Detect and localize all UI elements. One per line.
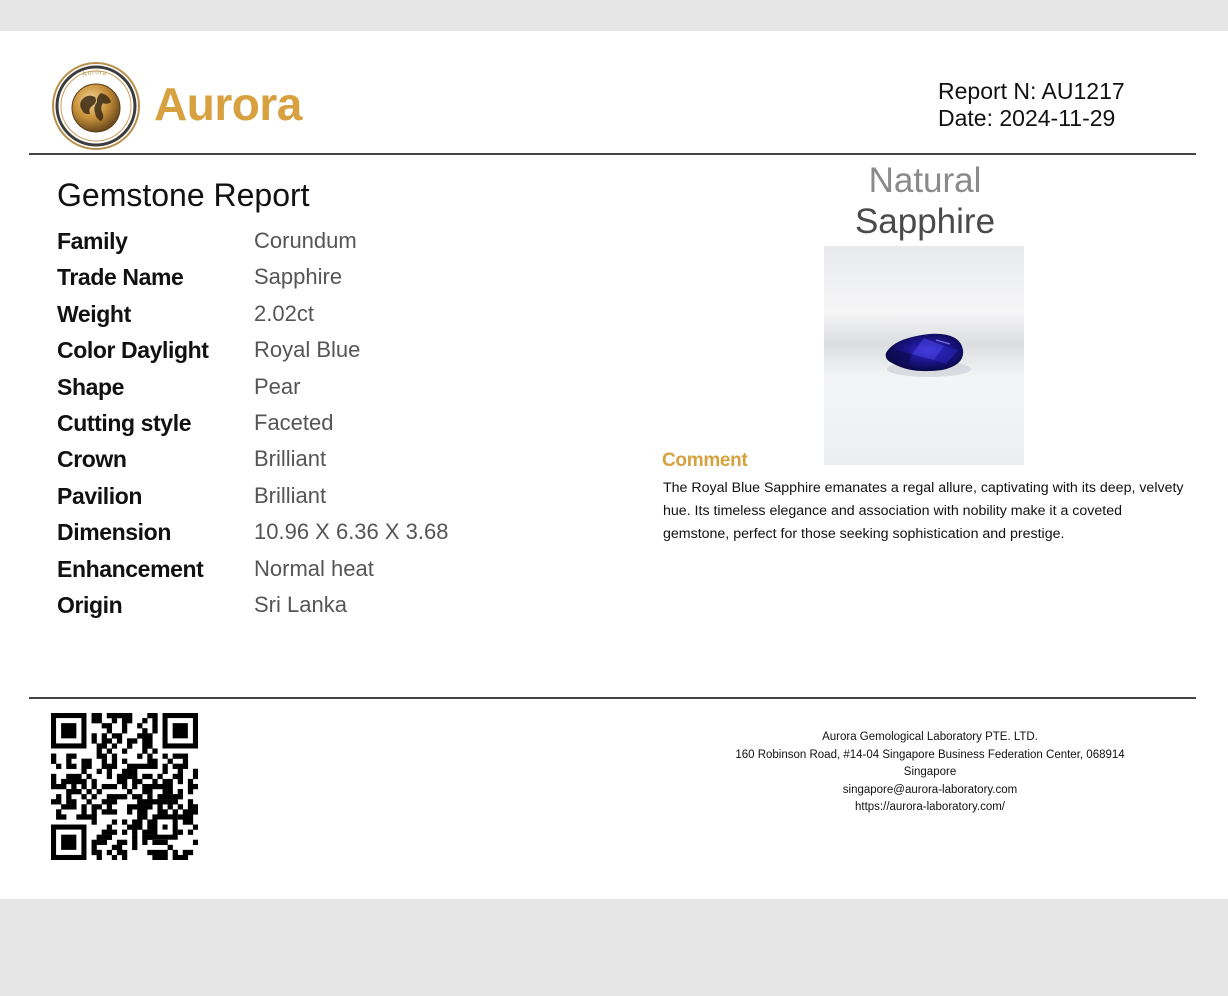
- property-value: 2.02ct: [254, 300, 314, 326]
- lab-address: [700, 729, 1160, 817]
- sapphire-photo: [824, 246, 1024, 465]
- comment-text: The Royal Blue Sapphire emanates a regal allure, captivating with its deep, velvety hue. Its timeless elegance and association with nobility make it a coveted gemstone, perfect for those seeking sophistication and prestige.: [663, 480, 1184, 542]
- property-label: Shape: [57, 373, 125, 400]
- property-label: Crown: [57, 446, 127, 473]
- property-label: Trade Name: [57, 264, 184, 291]
- comment-title: Comment: [662, 450, 748, 471]
- property-label: Pavilion: [57, 482, 142, 509]
- property-label: Dimension: [57, 519, 171, 546]
- property-value: 10.96 X 6.36 X 3.68: [254, 519, 449, 545]
- property-label: Weight: [57, 300, 131, 327]
- property-value: Sri Lanka: [254, 591, 347, 617]
- header-divider: [29, 153, 1196, 155]
- property-label: Origin: [57, 591, 123, 618]
- globe-seal-icon: [51, 61, 141, 151]
- property-label: Color Daylight: [57, 337, 209, 364]
- address-city: Singapore: [903, 766, 957, 779]
- website-link[interactable]: https://aurora-laboratory.com/: [855, 801, 1005, 814]
- property-value: Sapphire: [254, 264, 343, 290]
- report-date: Date: 2024-11-29: [938, 105, 1116, 131]
- property-label: Cutting style: [57, 409, 192, 436]
- property-value: Pear: [254, 373, 301, 399]
- stone-name: Sapphire: [854, 202, 996, 241]
- email-link[interactable]: singapore@aurora-laboratory.com: [842, 783, 1018, 796]
- property-value: Faceted: [254, 409, 334, 435]
- property-value: Corundum: [254, 228, 357, 253]
- property-value: Royal Blue: [254, 337, 361, 363]
- logo-ring-text: Aurora: [79, 66, 108, 79]
- stone-origin-type: Natural: [868, 161, 982, 200]
- footer-divider: [29, 697, 1196, 699]
- brand-logo: [51, 61, 141, 151]
- company-name: Aurora Gemological Laboratory PTE. LTD.: [822, 731, 1038, 743]
- property-value: Brilliant: [254, 446, 327, 472]
- qr-code-icon[interactable]: [51, 713, 198, 860]
- report-sheet: [0, 31, 1228, 899]
- property-value: Brilliant: [254, 482, 327, 508]
- property-label: Family: [57, 228, 128, 254]
- brand-name: Aurora: [154, 78, 302, 130]
- address-line: 160 Robinson Road, #14-04 Singapore Business Federation Center, 068914: [735, 748, 1125, 761]
- property-label: Enhancement: [57, 555, 204, 582]
- report-meta: [938, 78, 1125, 132]
- property-value: Normal heat: [254, 555, 374, 581]
- report-number: Report N: AU1217: [938, 78, 1125, 104]
- page-title: Gemstone Report: [57, 177, 310, 213]
